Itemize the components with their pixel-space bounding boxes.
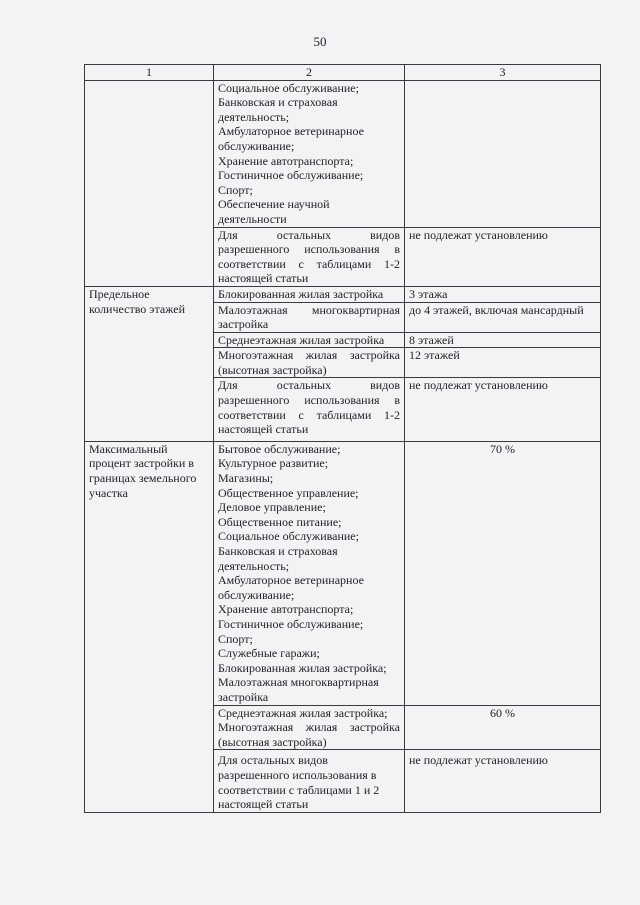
list-item: соответствии с таблицами 1 и 2 <box>218 782 380 797</box>
header-col-2: 2 <box>214 65 405 81</box>
list-item: Для остальных видов <box>218 753 328 768</box>
list-item: Спорт; <box>218 182 253 197</box>
other-uses-cell <box>214 750 405 812</box>
list-item: обслуживание; <box>218 138 295 153</box>
uses-list-cell <box>214 705 405 750</box>
value-cell: до 4 этажей, включая мансардный <box>405 302 601 332</box>
header-col-3: 3 <box>405 65 601 81</box>
value-cell: 3 этажа <box>405 286 601 302</box>
list-item: Культурное развитие; <box>218 456 329 471</box>
header-col-1: 1 <box>85 65 214 81</box>
param-cell-floors <box>85 286 214 441</box>
list-item: Гостиничное обслуживание; <box>218 168 364 183</box>
list-item: Амбулаторное ветеринарное <box>218 573 364 588</box>
list-item: настоящей статьи <box>218 797 309 812</box>
uses-list-cell <box>214 441 405 705</box>
list-item: деятельность; <box>218 558 290 573</box>
table-row <box>85 286 601 302</box>
param-label-line: количество этажей <box>89 301 186 316</box>
page-number: 50 <box>313 34 327 49</box>
other-uses-cell: Для остальных видов разрешенного использования в соответствии с таблицами 1-2 настоящей статьи <box>214 227 405 286</box>
list-item: Служебные гаражи; <box>218 646 320 661</box>
param-label-line: границах земельного <box>89 471 197 486</box>
building-type-cell: Блокированная жилая застройка <box>214 286 405 302</box>
building-type-cell: Малоэтажная многоквартирная застройка <box>214 302 405 332</box>
list-item: Спорт; <box>218 631 253 646</box>
list-item: Обеспечение научной <box>218 197 330 212</box>
list-item: Малоэтажная многоквартирная <box>218 675 379 690</box>
param-cell-continued <box>85 80 214 286</box>
list-item: Гостиничное обслуживание; <box>218 616 364 631</box>
value-cell: не подлежат установлению <box>405 750 601 812</box>
table-header-row <box>85 65 601 81</box>
list-item: (высотная застройка) <box>218 734 327 749</box>
value-cell: не подлежат установлению <box>405 378 601 441</box>
list-item: застройка <box>218 689 269 704</box>
list-item: Магазины; <box>218 471 274 486</box>
list-item: Блокированная жилая застройка; <box>218 660 387 675</box>
list-item: Бытовое обслуживание; <box>218 441 341 456</box>
list-item: деятельности <box>218 211 287 226</box>
list-item: Социальное обслуживание; <box>218 529 359 544</box>
uses-list-cell <box>214 80 405 227</box>
value-cell <box>405 80 601 227</box>
list-item: Хранение автотранспорта; <box>218 153 354 168</box>
other-uses-cell: Для остальных видов разрешенного использования в соответствии с таблицами 1-2 настоящей статьи <box>214 378 405 441</box>
param-label-line: процент застройки в <box>89 456 194 471</box>
value-cell-percent: 70 % <box>405 441 601 705</box>
list-item: Деловое управление; <box>218 500 326 515</box>
table-row <box>85 441 601 705</box>
list-item: деятельность; <box>218 109 290 124</box>
list-item: Хранение автотранспорта; <box>218 602 354 617</box>
param-label-line: участка <box>89 485 128 500</box>
list-item: Общественное питание; <box>218 514 342 529</box>
building-type-cell: Среднеэтажная жилая застройка <box>214 332 405 348</box>
list-item: Амбулаторное ветеринарное <box>218 124 364 139</box>
list-item: Банковская и страховая <box>218 544 338 558</box>
list-item: Банковская и страховая <box>218 95 338 110</box>
list-item: Среднеэтажная жилая застройка; <box>218 705 388 720</box>
list-item: разрешенного использования в <box>218 767 377 782</box>
table-row <box>85 80 601 227</box>
building-type-cell: Многоэтажная жилая застройка (высотная застройка) <box>214 348 405 378</box>
param-label-line: Максимальный <box>89 441 168 456</box>
regulations-table <box>84 64 601 813</box>
value-cell-percent: 60 % <box>405 705 601 750</box>
param-label-line: Предельное <box>89 286 150 301</box>
list-item: Общественное управление; <box>218 485 359 500</box>
value-cell: 12 этажей <box>405 348 601 378</box>
param-cell-coverage <box>85 441 214 812</box>
list-item: Социальное обслуживание; <box>218 80 359 95</box>
value-cell: не подлежат установлению <box>405 227 601 286</box>
list-item: Многоэтажная жилая застройка <box>218 720 400 735</box>
list-item: обслуживание; <box>218 587 295 602</box>
value-cell: 8 этажей <box>405 332 601 348</box>
